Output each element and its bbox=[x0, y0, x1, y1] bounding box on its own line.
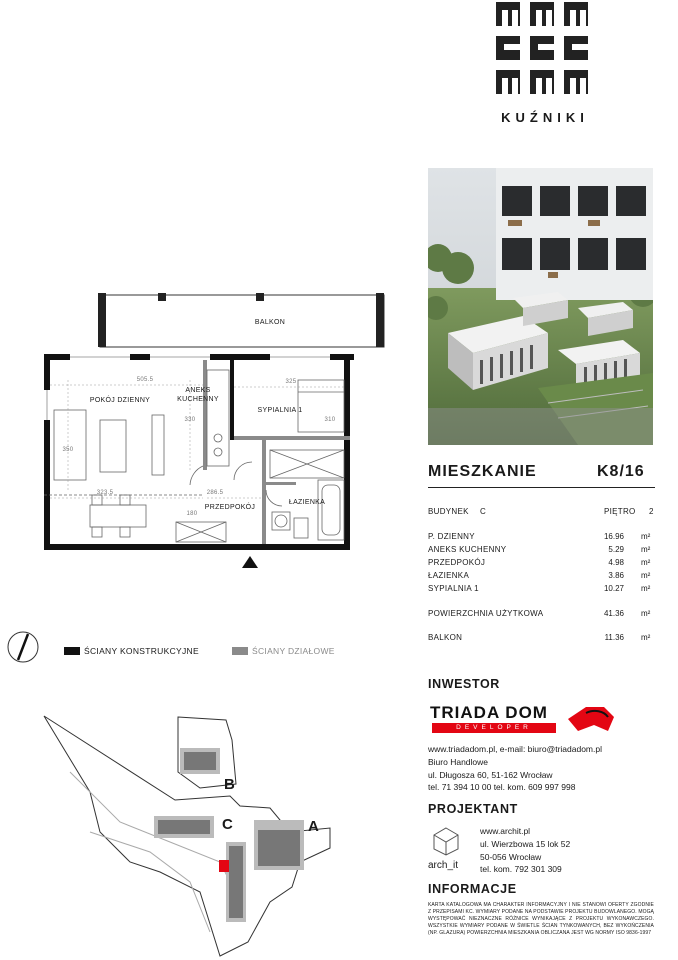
title-divider bbox=[428, 487, 655, 488]
room-unit: m² bbox=[641, 545, 651, 554]
dim-label: 325 bbox=[285, 379, 297, 385]
dim-label: 505.5 bbox=[136, 377, 154, 383]
room-area: 10.27 bbox=[603, 584, 624, 593]
entrance-arrow bbox=[242, 556, 258, 568]
room-name: P. DZIENNY bbox=[428, 532, 475, 541]
room-unit: m² bbox=[641, 532, 651, 541]
north-arrow-icon bbox=[6, 630, 40, 664]
legend-structural-label: ŚCIANY KONSTRUKCYJNE bbox=[84, 646, 199, 656]
site-building-c: C bbox=[222, 816, 233, 833]
designer-web[interactable]: www.archit.pl bbox=[480, 826, 531, 836]
room-label-kitchen: ANEKS KUCHENNY bbox=[177, 387, 219, 403]
bull-icon bbox=[564, 705, 618, 735]
site-plan bbox=[30, 712, 360, 958]
usable-area-unit: m² bbox=[641, 609, 651, 618]
designer-street: ul. Wierzbowa 15 lok 52 bbox=[480, 839, 571, 849]
room-area: 3.86 bbox=[608, 571, 624, 580]
logo-text: TRIADA DOM bbox=[430, 703, 548, 722]
room-label-bedroom: SYPIALNIA 1 bbox=[257, 407, 303, 414]
apartment-code: K8/16 bbox=[597, 463, 645, 480]
room-label-hall: PRZEDPOKÓJ bbox=[204, 504, 256, 511]
designer-logo-text: arch_it bbox=[428, 860, 459, 871]
investor-office: Biuro Handlowe bbox=[428, 757, 489, 767]
legend-structural-swatch bbox=[64, 647, 80, 655]
designer-city: 50-056 Wrocław bbox=[480, 852, 542, 862]
room-name: ANEKS KUCHENNY bbox=[428, 545, 507, 554]
balcony-area-value: 11.36 bbox=[604, 633, 624, 642]
balcony-label: BALKON bbox=[254, 319, 286, 326]
site-building-a: A bbox=[308, 818, 319, 835]
room-name: ŁAZIENKA bbox=[428, 571, 470, 580]
investor-heading: INWESTOR bbox=[428, 677, 500, 691]
disclaimer-text: KARTA KATALOGOWA MA CHARAKTER INFORMACYJNY I NIE STANOWI OFERTY ZGODNIE Z PRZEPISAMI KC. WYMIARY PODANE NA PODSTAWIE PROJEKTU BUDOWLANEGO. MOGĄ WYSTĘPOWAĆ NIEZNACZNE RÓŻNICE WYNIKAJĄCE Z PROJEKTU WYKONAWCZEGO. WSZYSTKIE WYMIARY PODANE W ŚWIETLE ŚCIAN TYNKOWANYCH, BEZ WYKOŃCZENIA (NP. GLAZURA) POWIERZCHNIA MIESZKANIA OBLICZANA JEST WG NORMY ISO 9836-1997 bbox=[428, 902, 654, 936]
dim-label: 310 bbox=[324, 417, 336, 423]
room-area: 16.96 bbox=[603, 532, 624, 541]
room-name: PRZEDPOKÓJ bbox=[428, 558, 486, 567]
dim-label: 350 bbox=[62, 447, 74, 453]
info-heading: INFORMACJE bbox=[428, 882, 517, 896]
legend-partition-swatch bbox=[232, 647, 248, 655]
balcony-area-unit: m² bbox=[641, 633, 651, 642]
dim-label: 323.5 bbox=[96, 490, 114, 496]
investor-web[interactable]: www.triadadom.pl, e-mail: biuro@triadadom.pl bbox=[428, 744, 602, 754]
room-area: 5.29 bbox=[608, 545, 624, 554]
room-unit: m² bbox=[641, 584, 651, 593]
dim-label: 180 bbox=[186, 511, 198, 517]
room-label-bathroom: ŁAZIENKA bbox=[288, 499, 326, 506]
floor-plan bbox=[40, 290, 392, 578]
apartment-title: MIESZKANIE bbox=[428, 463, 537, 480]
room-unit: m² bbox=[641, 571, 651, 580]
dim-label: 330 bbox=[184, 417, 196, 423]
apartment-location-marker bbox=[219, 860, 229, 872]
building-label: BUDYNEK bbox=[428, 507, 469, 516]
archit-cube-icon bbox=[432, 826, 460, 856]
legend-partition-label: ŚCIANY DZIAŁOWE bbox=[252, 646, 335, 656]
investor-address: ul. Długosza 60, 51-162 Wrocław bbox=[428, 770, 553, 780]
site-building-b: B bbox=[224, 776, 235, 793]
dim-label: 286.5 bbox=[206, 490, 224, 496]
designer-phone: tel. kom. 792 301 309 bbox=[480, 864, 562, 874]
triada-dom-logo bbox=[430, 703, 620, 737]
investor-phones: tel. 71 394 10 00 tel. kom. 609 997 998 bbox=[428, 782, 576, 792]
designer-heading: PROJEKTANT bbox=[428, 802, 518, 816]
building-value: C bbox=[480, 507, 487, 516]
room-name: SYPIALNIA 1 bbox=[428, 584, 479, 593]
room-area: 4.98 bbox=[608, 558, 624, 567]
floor-value: 2 bbox=[649, 507, 654, 516]
building-render bbox=[428, 168, 653, 445]
room-unit: m² bbox=[641, 558, 651, 567]
kuzniki-logo bbox=[494, 0, 592, 96]
usable-area-value: 41.36 bbox=[603, 609, 624, 618]
floor-label: PIĘTRO bbox=[604, 507, 636, 516]
usable-area-label: POWIERZCHNIA UŻYTKOWA bbox=[428, 609, 544, 618]
brand-name: KUŹNIKI bbox=[501, 110, 589, 125]
logo-subtext: DEVELOPER bbox=[432, 723, 556, 733]
balcony-area-label: BALKON bbox=[428, 633, 463, 642]
room-label-living: POKÓJ DZIENNY bbox=[89, 397, 151, 404]
